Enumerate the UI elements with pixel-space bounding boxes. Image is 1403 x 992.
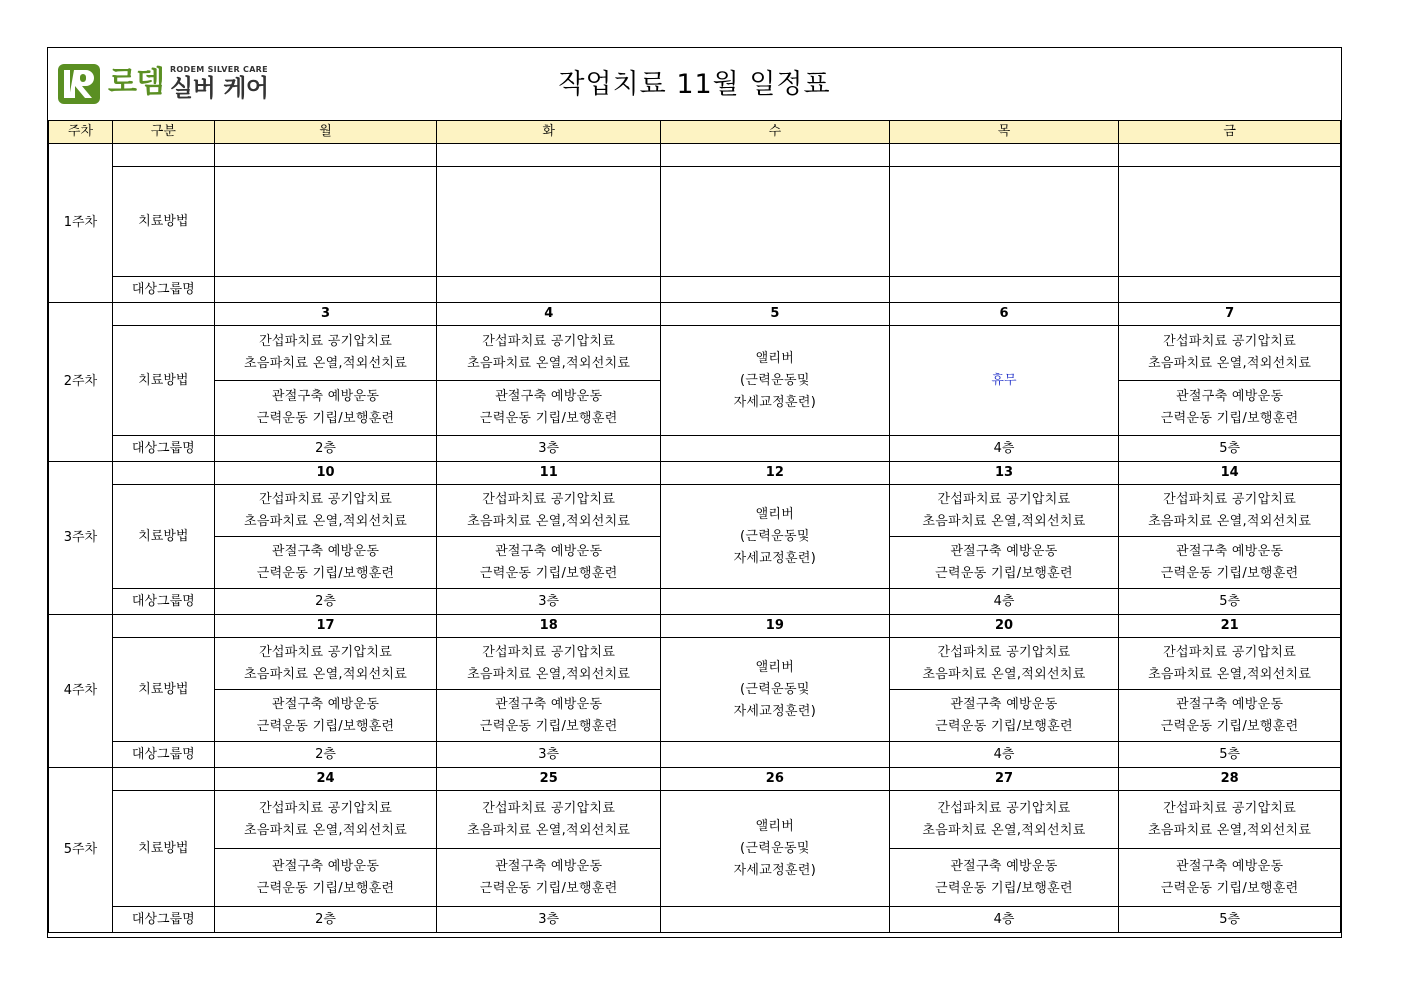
therapy-line: 초음파치료 온열,적외선치료 <box>467 513 631 529</box>
method-label: 치료방법 <box>112 167 214 277</box>
logo-text-korean: 로뎀 <box>108 65 164 100</box>
date-cell: 28 <box>1119 768 1341 791</box>
therapy-line: 간섭파치료 공기압치료 <box>259 644 393 660</box>
group-cell: 4층 <box>889 907 1119 933</box>
therapy-line: 간섭파치료 공기압치료 <box>259 334 393 349</box>
method-cell <box>661 167 890 277</box>
column-header: 금 <box>1119 121 1341 144</box>
alivver-line: 앨리버 <box>755 350 795 366</box>
therapy-line: 관절구축 예방운동 <box>950 543 1058 559</box>
therapy-line: 관절구축 예방운동 <box>1176 389 1284 404</box>
therapy-line: 초음파치료 온열,적외선치료 <box>922 666 1086 682</box>
therapy-line: 초음파치료 온열,적외선치료 <box>1148 666 1312 682</box>
therapy-line: 근력운동 기립/보행훈련 <box>256 718 395 734</box>
therapy-line: 관절구축 예방운동 <box>495 696 603 712</box>
column-header: 월 <box>214 121 437 144</box>
therapy-line: 초음파치료 온열,적외선치료 <box>243 356 408 371</box>
therapy-line: 근력운동 기립/보행훈련 <box>256 880 395 896</box>
date-cell: 25 <box>437 768 661 791</box>
group-cell <box>1119 277 1341 303</box>
therapy-line: 초음파치료 온열,적외선치료 <box>243 666 408 682</box>
blank-cell <box>112 768 214 791</box>
therapy-line: 근력운동 기립/보행훈련 <box>935 880 1073 896</box>
group-label: 대상그룹명 <box>112 277 214 303</box>
method-label: 치료방법 <box>112 791 214 907</box>
therapy-cell-exercise <box>214 690 437 742</box>
group-cell: 4층 <box>889 436 1119 462</box>
therapy-cell-exercise <box>889 849 1119 907</box>
therapy-line: 관절구축 예방운동 <box>950 858 1058 874</box>
therapy-cell-exercise <box>889 690 1119 742</box>
therapy-line: 관절구축 예방운동 <box>495 389 603 404</box>
therapy-cell-physical <box>214 791 437 849</box>
therapy-cell-physical <box>889 638 1119 690</box>
group-cell <box>889 277 1119 303</box>
therapy-cell-physical <box>1119 791 1341 849</box>
therapy-cell-exercise <box>437 381 661 436</box>
date-cell: 18 <box>437 615 661 638</box>
therapy-line: 간섭파치료 공기압치료 <box>482 800 616 816</box>
therapy-line: 간섭파치료 공기압치료 <box>482 334 616 349</box>
therapy-line: 근력운동 기립/보행훈련 <box>935 718 1073 734</box>
holiday-cell: 휴무 <box>889 326 1119 436</box>
method-row-top <box>49 485 1341 537</box>
date-cell: 14 <box>1119 462 1341 485</box>
method-cell <box>437 167 661 277</box>
group-cell: 3층 <box>437 742 661 768</box>
method-row <box>49 167 1341 277</box>
alivver-line: (근력운동및 <box>740 528 810 544</box>
therapy-cell-physical <box>1119 485 1341 537</box>
therapy-line: 간섭파치료 공기압치료 <box>1163 491 1297 507</box>
therapy-line: 간섭파치료 공기압치료 <box>937 644 1071 660</box>
group-cell <box>437 277 661 303</box>
group-cell: 4층 <box>889 742 1119 768</box>
week-label: 4주차 <box>49 615 113 768</box>
therapy-line: 관절구축 예방운동 <box>1176 858 1284 874</box>
therapy-cell-physical <box>1119 326 1341 381</box>
group-row <box>49 436 1341 462</box>
group-cell <box>661 742 890 768</box>
group-cell: 5층 <box>1119 436 1341 462</box>
date-cell: 13 <box>889 462 1119 485</box>
date-cell: 19 <box>661 615 890 638</box>
group-label: 대상그룹명 <box>112 742 214 768</box>
date-cell: 10 <box>214 462 437 485</box>
blank-cell <box>112 303 214 326</box>
blank-cell <box>112 462 214 485</box>
method-cell <box>1119 167 1341 277</box>
group-row <box>49 907 1341 933</box>
method-label: 치료방법 <box>112 638 214 742</box>
therapy-line: 간섭파치료 공기압치료 <box>1163 334 1297 349</box>
date-row <box>49 303 1341 326</box>
column-header-row <box>49 121 1341 144</box>
therapy-line: 간섭파치료 공기압치료 <box>937 491 1071 507</box>
therapy-line: 관절구축 예방운동 <box>950 696 1058 712</box>
method-row-top <box>49 326 1341 381</box>
date-cell <box>661 144 890 167</box>
therapy-line: 관절구축 예방운동 <box>271 858 380 874</box>
schedule-sheet <box>47 47 1342 938</box>
column-header: 화 <box>437 121 661 144</box>
therapy-cell-physical <box>437 326 661 381</box>
group-cell: 4층 <box>889 589 1119 615</box>
therapy-cell-exercise <box>437 537 661 589</box>
date-cell: 3 <box>214 303 437 326</box>
blank-cell <box>112 144 214 167</box>
therapy-cell-exercise <box>1119 690 1341 742</box>
therapy-line: 근력운동 기립/보행훈련 <box>256 411 395 426</box>
group-cell <box>661 589 890 615</box>
therapy-cell-exercise <box>889 537 1119 589</box>
logo-text-english: RODEM SILVER CARE <box>169 65 268 74</box>
therapy-cell-physical <box>214 326 437 381</box>
group-cell <box>661 277 890 303</box>
therapy-line: 근력운동 기립/보행훈련 <box>256 565 395 581</box>
date-cell: 17 <box>214 615 437 638</box>
therapy-line: 간섭파치료 공기압치료 <box>937 800 1071 816</box>
alivver-cell <box>661 485 890 589</box>
group-cell: 2층 <box>214 742 437 768</box>
therapy-cell-physical <box>437 791 661 849</box>
sheet-header <box>48 48 1341 121</box>
date-cell: 27 <box>889 768 1119 791</box>
group-cell: 3층 <box>437 589 661 615</box>
date-cell: 4 <box>437 303 661 326</box>
alivver-line: 앨리버 <box>755 659 795 675</box>
alivver-line: 앨리버 <box>755 506 795 522</box>
week-label: 5주차 <box>49 768 113 933</box>
week-label: 2주차 <box>49 303 113 462</box>
date-cell <box>437 144 661 167</box>
therapy-cell-physical <box>889 791 1119 849</box>
column-header: 수 <box>661 121 890 144</box>
group-cell: 3층 <box>437 907 661 933</box>
therapy-cell-physical <box>1119 638 1341 690</box>
therapy-line: 초음파치료 온열,적외선치료 <box>243 822 408 838</box>
therapy-line: 근력운동 기립/보행훈련 <box>479 565 618 581</box>
therapy-cell-exercise <box>1119 537 1341 589</box>
therapy-cell-physical <box>214 638 437 690</box>
therapy-line: 초음파치료 온열,적외선치료 <box>1148 356 1312 371</box>
therapy-cell-exercise <box>214 537 437 589</box>
therapy-line: 근력운동 기립/보행훈련 <box>1160 880 1299 896</box>
group-cell: 2층 <box>214 589 437 615</box>
group-row <box>49 277 1341 303</box>
date-cell <box>1119 144 1341 167</box>
therapy-line: 초음파치료 온열,적외선치료 <box>1148 822 1312 838</box>
method-label: 치료방법 <box>112 485 214 589</box>
therapy-cell-exercise <box>1119 849 1341 907</box>
group-cell <box>661 907 890 933</box>
therapy-line: 근력운동 기립/보행훈련 <box>1160 718 1299 734</box>
date-cell: 24 <box>214 768 437 791</box>
therapy-line: 간섭파치료 공기압치료 <box>259 491 393 507</box>
therapy-line: 초음파치료 온열,적외선치료 <box>922 822 1086 838</box>
group-label: 대상그룹명 <box>112 589 214 615</box>
therapy-line: 간섭파치료 공기압치료 <box>1163 644 1297 660</box>
method-label: 치료방법 <box>112 326 214 436</box>
date-row <box>49 768 1341 791</box>
alivver-line: 자세교정훈련) <box>733 394 817 410</box>
date-cell: 12 <box>661 462 890 485</box>
therapy-cell-exercise <box>214 849 437 907</box>
group-row <box>49 589 1341 615</box>
therapy-line: 근력운동 기립/보행훈련 <box>1160 565 1299 581</box>
therapy-cell-physical <box>214 485 437 537</box>
therapy-cell-physical <box>437 485 661 537</box>
group-cell <box>661 436 890 462</box>
therapy-line: 간섭파치료 공기압치료 <box>259 800 393 816</box>
column-header: 목 <box>889 121 1119 144</box>
group-cell: 5층 <box>1119 589 1341 615</box>
page-title: 작업치료 11월 일정표 <box>558 69 831 100</box>
group-cell <box>214 277 437 303</box>
group-cell: 2층 <box>214 907 437 933</box>
date-cell: 6 <box>889 303 1119 326</box>
therapy-line: 관절구축 예방운동 <box>1176 543 1284 559</box>
therapy-cell-physical <box>889 485 1119 537</box>
therapy-line: 근력운동 기립/보행훈련 <box>1160 411 1299 426</box>
alivver-line: (근력운동및 <box>740 840 810 856</box>
therapy-line: 간섭파치료 공기압치료 <box>1163 800 1297 816</box>
group-cell: 5층 <box>1119 907 1341 933</box>
group-cell: 3층 <box>437 436 661 462</box>
therapy-line: 초음파치료 온열,적외선치료 <box>467 822 631 838</box>
therapy-cell-exercise <box>437 849 661 907</box>
therapy-line: 초음파치료 온열,적외선치료 <box>243 513 408 529</box>
therapy-line: 근력운동 기립/보행훈련 <box>935 565 1073 581</box>
date-cell: 26 <box>661 768 890 791</box>
date-cell: 11 <box>437 462 661 485</box>
alivver-cell <box>661 638 890 742</box>
method-row-top <box>49 791 1341 849</box>
therapy-line: 간섭파치료 공기압치료 <box>482 491 616 507</box>
alivver-cell <box>661 326 890 436</box>
logo-text-korean-2: 실버 케어 <box>169 74 269 102</box>
alivver-line: 자세교정훈련) <box>733 862 817 878</box>
therapy-line: 관절구축 예방운동 <box>495 543 603 559</box>
group-label: 대상그룹명 <box>112 907 214 933</box>
schedule-table <box>48 120 1341 933</box>
method-cell <box>889 167 1119 277</box>
alivver-line: 앨리버 <box>755 818 795 834</box>
date-cell <box>214 144 437 167</box>
therapy-cell-physical <box>437 638 661 690</box>
date-cell: 20 <box>889 615 1119 638</box>
method-row-top <box>49 638 1341 690</box>
therapy-line: 근력운동 기립/보행훈련 <box>479 718 618 734</box>
week-label: 1주차 <box>49 144 113 303</box>
alivver-line: (근력운동및 <box>740 372 810 388</box>
therapy-line: 근력운동 기립/보행훈련 <box>479 411 618 426</box>
alivver-cell <box>661 791 890 907</box>
column-header: 구분 <box>112 121 214 144</box>
week-label: 3주차 <box>49 462 113 615</box>
group-cell: 2층 <box>214 436 437 462</box>
date-row <box>49 144 1341 167</box>
column-header: 주차 <box>49 121 113 144</box>
therapy-line: 초음파치료 온열,적외선치료 <box>1148 513 1312 529</box>
alivver-line: 자세교정훈련) <box>733 550 817 566</box>
therapy-line: 관절구축 예방운동 <box>271 696 380 712</box>
therapy-cell-exercise <box>214 381 437 436</box>
group-cell: 5층 <box>1119 742 1341 768</box>
therapy-line: 관절구축 예방운동 <box>271 389 380 404</box>
therapy-line: 관절구축 예방운동 <box>1176 696 1284 712</box>
alivver-line: 자세교정훈련) <box>733 703 817 719</box>
date-row <box>49 615 1341 638</box>
date-cell: 7 <box>1119 303 1341 326</box>
therapy-line: 간섭파치료 공기압치료 <box>482 644 616 660</box>
therapy-cell-exercise <box>1119 381 1341 436</box>
alivver-line: (근력운동및 <box>740 681 810 697</box>
therapy-line: 관절구축 예방운동 <box>271 543 380 559</box>
therapy-line: 초음파치료 온열,적외선치료 <box>922 513 1086 529</box>
blank-cell <box>112 615 214 638</box>
therapy-line: 초음파치료 온열,적외선치료 <box>467 666 631 682</box>
therapy-line: 초음파치료 온열,적외선치료 <box>467 356 631 371</box>
date-row <box>49 462 1341 485</box>
therapy-line: 근력운동 기립/보행훈련 <box>479 880 618 896</box>
date-cell: 21 <box>1119 615 1341 638</box>
date-cell: 5 <box>661 303 890 326</box>
therapy-line: 관절구축 예방운동 <box>495 858 603 874</box>
therapy-cell-exercise <box>437 690 661 742</box>
date-cell <box>889 144 1119 167</box>
group-label: 대상그룹명 <box>112 436 214 462</box>
group-row <box>49 742 1341 768</box>
method-cell <box>214 167 437 277</box>
